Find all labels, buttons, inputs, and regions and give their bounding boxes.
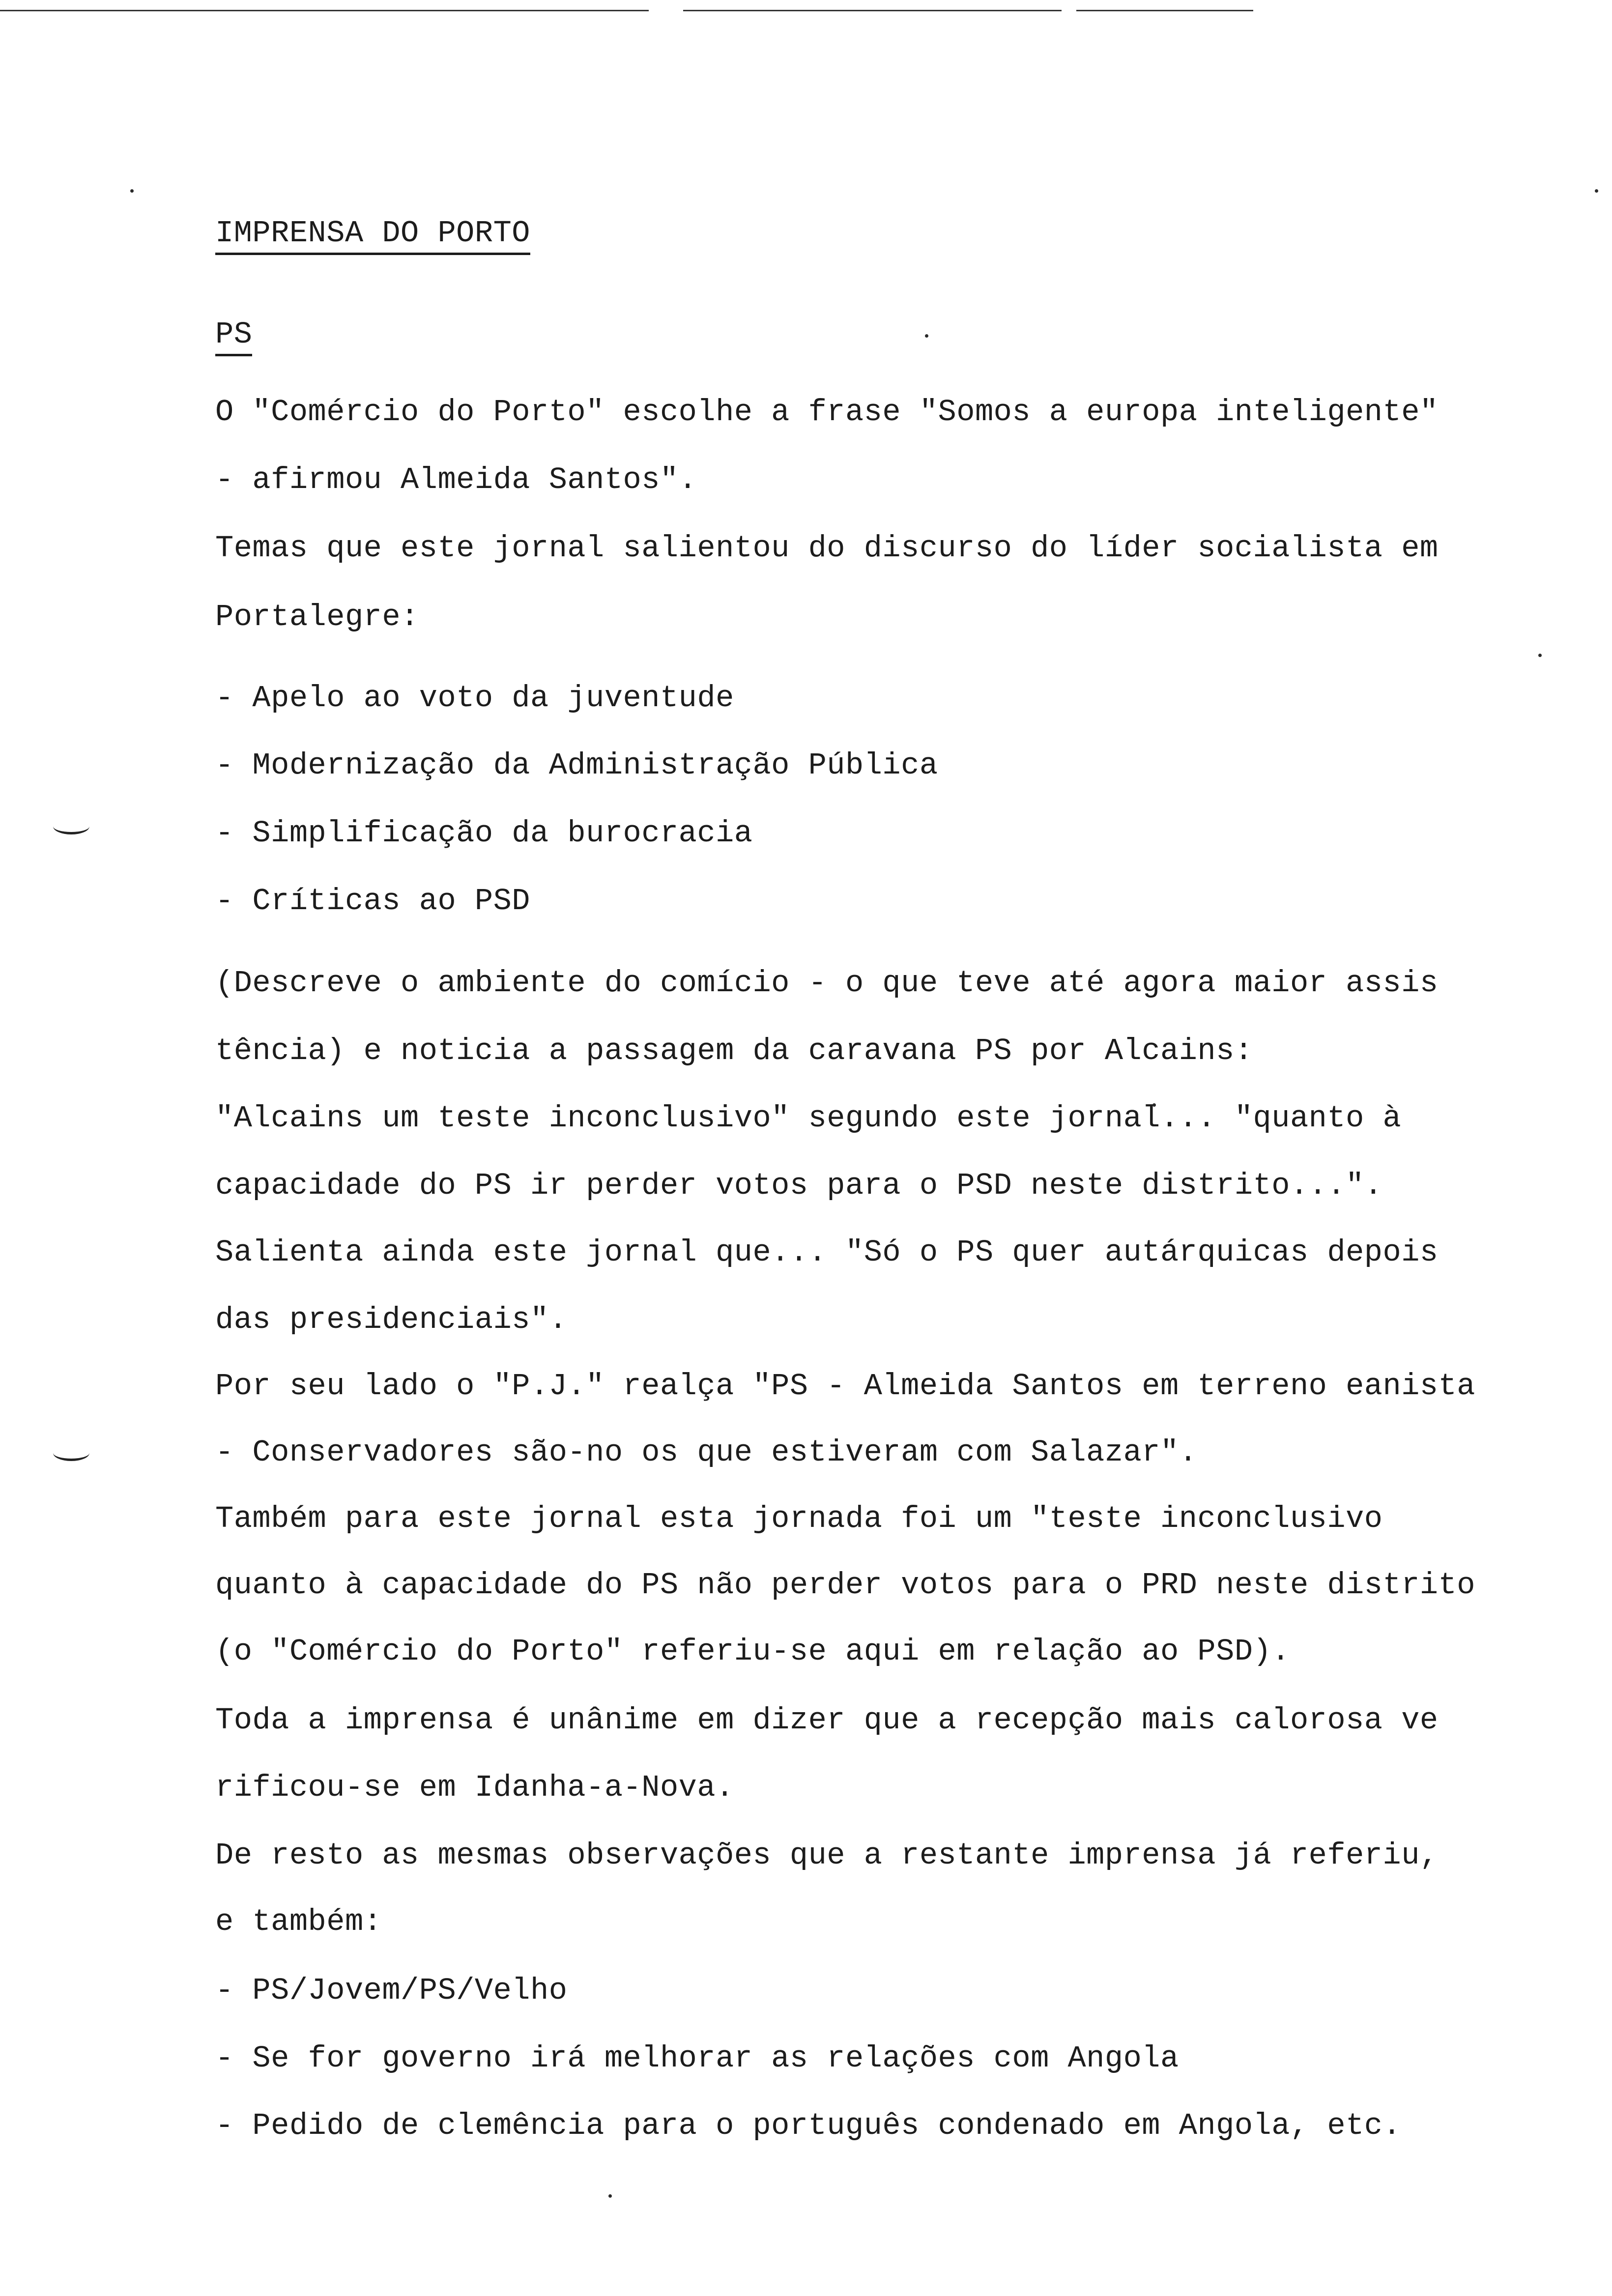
text-line: Toda a imprensa é unânime em dizer que a recepção mais calorosa ve [215, 1703, 1439, 1738]
margin-mark [53, 1445, 89, 1461]
text-line: Portalegre: [215, 600, 419, 634]
scan-speck [1595, 189, 1598, 193]
top-rule [1076, 10, 1253, 11]
text-line: Também para este jornal esta jornada foi um "teste inconclusivo [215, 1501, 1383, 1536]
text-line: De resto as mesmas observações que a restante imprensa já referiu, [215, 1838, 1439, 1873]
scan-speck [1538, 654, 1542, 657]
list-item: - Simplificação da burocracia [215, 816, 753, 851]
list-item: - Se for governo irá melhorar as relações com Angola [215, 2041, 1179, 2076]
text-line: (o "Comércio do Porto" referiu-se aqui em relação ao PSD). [215, 1634, 1290, 1669]
text-line: (Descreve o ambiente do comício - o que teve até agora maior assis [215, 966, 1439, 1001]
text-line: quanto à capacidade do PS não perder votos para o PRD neste distrito [215, 1568, 1476, 1603]
top-rule [683, 10, 1062, 11]
page-title: IMPRENSA DO PORTO [215, 218, 530, 255]
text-line: Temas que este jornal salientou do discurso do líder socialista em [215, 531, 1439, 566]
text-line: "Alcains um teste inconclusivo" segundo este jornal... "quanto à [215, 1101, 1402, 1136]
text-line: das presidenciais". [215, 1302, 568, 1337]
text-line: tência) e noticia a passagem da caravana PS por Alcains: [215, 1033, 1253, 1068]
scan-speck [925, 334, 928, 338]
list-item: - Apelo ao voto da juventude [215, 681, 734, 716]
list-item: - Modernização da Administração Pública [215, 748, 938, 783]
list-item: - PS/Jovem/PS/Velho [215, 1973, 568, 2008]
list-item: - Críticas ao PSD [215, 884, 531, 918]
text-line: - Conservadores são-no os que estiveram com Salazar". [215, 1435, 1198, 1470]
scan-speck [608, 2194, 612, 2198]
section-heading: PS [215, 319, 252, 356]
text-line: capacidade do PS ir perder votos para o PSD neste distrito...". [215, 1168, 1383, 1203]
text-line: e também: [215, 1904, 382, 1939]
text-line: - afirmou Almeida Santos". [215, 462, 697, 497]
text-line: rificou-se em Idanha-a-Nova. [215, 1770, 734, 1805]
top-rule [0, 10, 649, 11]
text-line: Salienta ainda este jornal que... "Só o PS quer autárquicas depois [215, 1235, 1439, 1270]
text-line: Por seu lado o "P.J." realça "PS - Almeida Santos em terreno eanista [215, 1369, 1476, 1404]
scan-speck [130, 189, 134, 193]
list-item: - Pedido de clemência para o português condenado em Angola, etc. [215, 2108, 1402, 2143]
text-line: O "Comércio do Porto" escolhe a frase "Somos a europa inteligente" [215, 395, 1439, 430]
margin-mark [53, 818, 89, 834]
